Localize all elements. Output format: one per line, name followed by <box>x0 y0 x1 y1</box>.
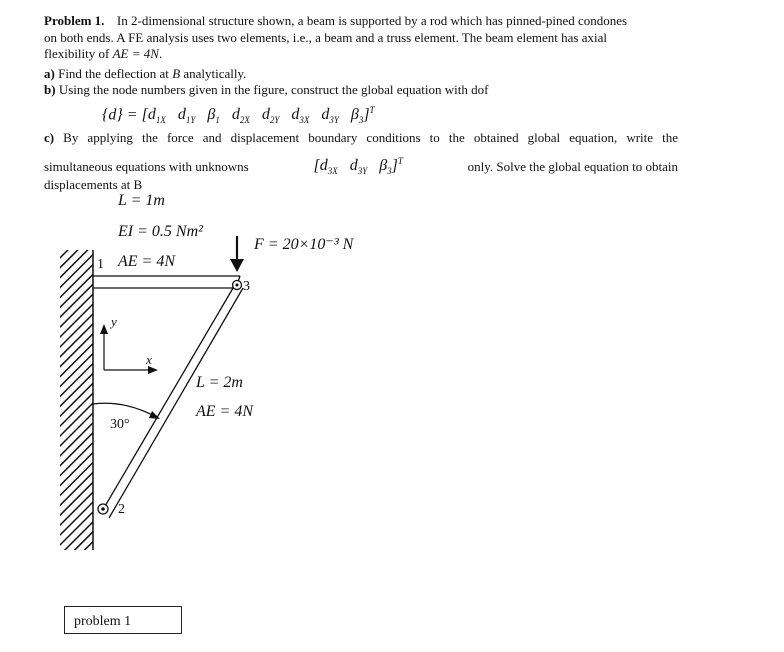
problem-line2: on both ends. A FE analysis uses two elements, i.e., a beam and a truss element. The beam element has axial <box>44 30 607 45</box>
rod-ae-label: AE = 4N <box>196 403 254 420</box>
node-1-label: 1 <box>97 257 104 272</box>
node-2-label: 2 <box>118 502 125 517</box>
part-c-line3: displacements at B <box>44 177 143 192</box>
dof-lhs: {d} = <box>102 106 142 124</box>
rod-length-label: L = 2m <box>196 374 243 391</box>
dof-symbol: $d_{1Y}$ <box>177 106 196 126</box>
dof-symbol: $d_{3Y}$ <box>349 157 368 177</box>
problem-heading: Problem 1. <box>44 13 105 28</box>
dof-symbol: $d_{2Y}$ <box>261 106 280 126</box>
dof-equation: $\{d\} = [d_{1X}$ $d_{1Y}$ $\beta_1$ $d_{2X}$ $d_{2Y}$ $d_{3X}$ $d_{3Y}$ $\beta_3]^T$ <box>102 105 375 126</box>
part-b-text: Using the node numbers given in the figure, construct the global equation with dof <box>55 82 489 97</box>
line3-suffix: . <box>158 46 163 61</box>
part-c-label: c) <box>44 130 55 145</box>
figure-caption: problem 1 <box>64 606 182 634</box>
part-a-var: B <box>172 66 181 81</box>
wall-hatch <box>60 250 93 550</box>
dof-symbol: $d_{1X}$ <box>147 106 166 126</box>
beam-ae-label: AE = 4N <box>118 253 176 270</box>
pin-node-2 <box>98 504 108 514</box>
force-arrow <box>230 236 244 272</box>
part-b-label: b) <box>44 82 56 97</box>
force-label: F = 20×10⁻³ N <box>254 236 354 253</box>
part-c-line2-suffix: only. Solve the global equation to obtain <box>467 159 678 175</box>
node-3-label: 3 <box>243 279 250 294</box>
part-c-line2-prefix: simultaneous equations with unknowns <box>44 159 249 175</box>
part-c-text: By applying the force and displacement boundary conditions to the obtained global equation, write the <box>54 130 678 145</box>
part-a-label: a) <box>44 66 55 81</box>
dof-symbol: $\beta_3$ <box>379 157 392 177</box>
dof-symbol: $\beta_3$ <box>350 106 364 126</box>
dof-symbol: $d_{2X}$ <box>231 106 250 126</box>
axis-y-label: y <box>111 314 117 329</box>
beam-element <box>93 276 240 288</box>
dof-symbol: $d_{3X}$ <box>319 157 338 177</box>
dof-symbol: $\beta_1$ <box>207 106 220 126</box>
dof-symbol: $d_{3Y}$ <box>321 106 339 126</box>
dof-transpose: T <box>369 105 375 115</box>
rod-element <box>101 283 243 518</box>
part-c-unknowns: [$d_{3X}$ $d_{3Y}$ $\beta_3]^T$ <box>313 156 403 177</box>
pin-node-3 <box>233 281 242 290</box>
line3-math: AE = 4N <box>112 46 159 61</box>
part-a-suffix: analytically. <box>180 66 247 81</box>
beam-ei-label: EI = 0.5 Nm² <box>118 223 203 240</box>
dof-symbol: $d_{3X}$ <box>291 106 310 126</box>
part-a-text: Find the deflection at <box>54 66 173 81</box>
line3-prefix: flexibility of <box>44 46 113 61</box>
problem-line1: In 2-dimensional structure shown, a beam is supported by a rod which has pinned-pined condones <box>116 13 628 28</box>
beam-length-label: L = 1m <box>118 192 165 209</box>
angle-label: 30° <box>110 417 130 432</box>
axis-x-label: x <box>146 352 152 367</box>
